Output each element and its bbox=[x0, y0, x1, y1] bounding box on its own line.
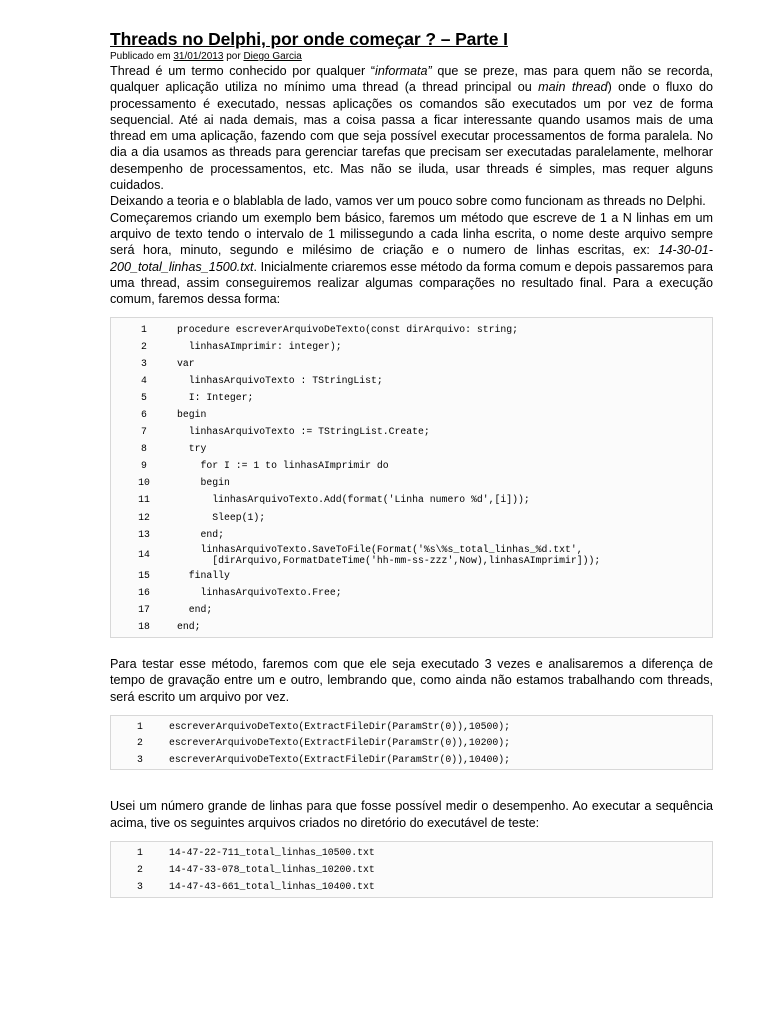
code-text: try bbox=[177, 443, 207, 455]
code-line bbox=[111, 844, 712, 861]
code-block-calls bbox=[110, 715, 713, 771]
p3-c: . Inicialmente criaremos esse método da forma comum e depois passaremos para uma thread, assim conseguiremos realizar algumas comparações no resultado final. Para a execução comum, faremos dessa forma: bbox=[110, 259, 713, 307]
line-number: 14 bbox=[138, 549, 150, 561]
code-text: linhasAImprimir: integer); bbox=[177, 340, 342, 352]
code-line bbox=[111, 338, 712, 355]
line-number: 10 bbox=[138, 477, 150, 489]
code-text: finally bbox=[177, 569, 230, 581]
code-line bbox=[111, 474, 712, 491]
line-number: 5 bbox=[141, 391, 147, 403]
post-meta bbox=[110, 50, 713, 63]
line-number: 3 bbox=[137, 753, 143, 765]
code-line bbox=[111, 491, 712, 508]
line-number: 12 bbox=[138, 511, 150, 523]
line-number: 8 bbox=[141, 443, 147, 455]
code-text: var bbox=[177, 357, 195, 369]
code-block-procedure bbox=[110, 317, 713, 638]
line-number: 1 bbox=[137, 720, 143, 732]
p1-e: ) onde o fluxo do processamento é executado, nessas aplicações os comandos são executados um por vez de forma sequencial. Até ai nada demais, mas a coisa passa a ficar interessante quando usamos mais de uma thread em uma aplicação, fazendo com que seja possível executar processamentos de forma paralela. No dia a dia usamos as threads para gerenciar tarefas que precisam ser executadas paralelamente, melhorar desempenho de processamentos, etc. Mas não se iluda, usar threads é simples, mas requer alguns cuidados. bbox=[110, 80, 713, 193]
code-line bbox=[111, 618, 712, 635]
code-text: begin bbox=[177, 477, 230, 489]
code-text: escreverArquivoDeTexto(ExtractFileDir(ParamStr(0)),10500); bbox=[169, 720, 510, 732]
line-number: 1 bbox=[137, 847, 143, 859]
line-number: 16 bbox=[138, 586, 150, 598]
code-line bbox=[111, 423, 712, 440]
line-number: 3 bbox=[137, 881, 143, 893]
code-text: escreverArquivoDeTexto(ExtractFileDir(ParamStr(0)),10200); bbox=[169, 737, 510, 749]
article-title: Threads no Delphi, por onde começar ? – Parte I bbox=[110, 29, 508, 49]
code-line bbox=[111, 406, 712, 423]
intro-paragraph-3 bbox=[110, 210, 713, 308]
line-number: 9 bbox=[141, 460, 147, 472]
code-line bbox=[111, 389, 712, 406]
code-text: linhasArquivoTexto.Add(format('Linha numero %d',[i])); bbox=[177, 494, 530, 506]
p3-b: 14-30-01-200_total_linhas_1500.txt bbox=[110, 243, 713, 274]
code-text: procedure escreverArquivoDeTexto(const dirArquivo: string; bbox=[177, 323, 518, 335]
code-line bbox=[111, 526, 712, 543]
code-line bbox=[111, 372, 712, 389]
line-number: 1 bbox=[141, 323, 147, 335]
code-line bbox=[111, 718, 712, 735]
code-text: Sleep(1); bbox=[177, 511, 266, 523]
code-line bbox=[111, 567, 712, 584]
line-number: 2 bbox=[141, 340, 147, 352]
code-text: end; bbox=[177, 603, 213, 615]
code-line bbox=[111, 861, 712, 878]
line-number: 7 bbox=[141, 426, 147, 438]
code-text: 14-47-33-078_total_linhas_10200.txt bbox=[169, 864, 375, 876]
p1-a: Thread é um termo conhecido por qualquer “ bbox=[110, 64, 376, 78]
code-text: linhasArquivoTexto.SaveToFile(Format('%s\%s_total_linhas_%d.txt', [dirArquivo,FormatDateTime('hh-mm-ss-zzz',Now),linhasAImprimir])); bbox=[200, 543, 601, 566]
code-text: 14-47-43-661_total_linhas_10400.txt bbox=[169, 881, 375, 893]
line-number: 11 bbox=[138, 494, 150, 506]
line-number: 13 bbox=[138, 528, 150, 540]
code-line bbox=[111, 734, 712, 751]
code-text: linhasArquivoTexto := TStringList.Create; bbox=[177, 426, 430, 438]
code-line bbox=[111, 584, 712, 601]
post-date-link[interactable]: 31/01/2013 bbox=[173, 51, 224, 62]
code-line bbox=[111, 878, 712, 895]
test-paragraph: Para testar esse método, faremos com que ele seja executado 3 vezes e analisaremos a diferença de tempo de gravação entre um e outro, lembrando que, como ainda não estamos trabalhando com threads, será escrito um arquivo por vez. bbox=[110, 657, 713, 704]
author-link[interactable]: Diego Garcia bbox=[243, 51, 302, 62]
line-number: 15 bbox=[138, 569, 150, 581]
line-number: 18 bbox=[138, 621, 150, 632]
code-line bbox=[111, 508, 712, 525]
code-text: end; bbox=[177, 528, 225, 540]
line-number: 3 bbox=[141, 357, 147, 369]
code-line bbox=[111, 601, 712, 618]
code-text: I: Integer; bbox=[177, 391, 254, 403]
line-number: 2 bbox=[137, 864, 143, 876]
p1-b: informata” bbox=[375, 64, 432, 78]
code-text: escreverArquivoDeTexto(ExtractFileDir(ParamStr(0)),10400); bbox=[169, 753, 510, 765]
code-text: begin bbox=[177, 408, 207, 420]
p1-d: main thread bbox=[538, 80, 608, 95]
article bbox=[110, 28, 713, 898]
code-text: linhasArquivoTexto : TStringList; bbox=[177, 374, 383, 386]
meta-by: por bbox=[223, 51, 244, 62]
intro-paragraph-2: Deixando a teoria e o blablabla de lado, vamos ver um pouco sobre como funcionam as threads no Delphi. bbox=[110, 194, 706, 209]
p3-a: Começaremos criando um exemplo bem básico, faremos um método que escreve de 1 a N linhas em um arquivo de texto tendo o intervalo de 1 milissegundo a cada linha escrita, o nome deste arquivo sempre será hora, minuto, segundo e milésimo de criação e o numero de linhas escritas, ex: bbox=[110, 210, 713, 258]
code-text: 14-47-22-711_total_linhas_10500.txt bbox=[169, 847, 375, 859]
results-paragraph: Usei um número grande de linhas para que fosse possível medir o desempenho. Ao executar a sequência acima, tive os seguintes arquivos criados no diretório do executável de teste: bbox=[110, 799, 713, 830]
code-line bbox=[111, 543, 712, 567]
p1-c: que se preze, mas para quem não se recorda, qualquer aplicação utiliza no mínimo uma thread (a thread principal ou bbox=[110, 64, 713, 95]
line-number: 17 bbox=[138, 603, 150, 615]
line-number: 4 bbox=[141, 374, 147, 386]
line-number: 6 bbox=[141, 408, 147, 420]
line-number: 2 bbox=[137, 737, 143, 749]
code-block-files bbox=[110, 841, 713, 898]
intro-paragraph-1 bbox=[110, 63, 713, 193]
code-text: linhasArquivoTexto.Free; bbox=[177, 586, 342, 598]
meta-prefix: Publicado em bbox=[110, 51, 174, 62]
code-text: for I := 1 to linhasAImprimir do bbox=[177, 460, 389, 472]
code-line bbox=[111, 355, 712, 372]
code-line bbox=[111, 440, 712, 457]
code-line bbox=[111, 320, 712, 337]
code-text: end; bbox=[177, 621, 201, 632]
code-line bbox=[111, 457, 712, 474]
code-line bbox=[111, 751, 712, 768]
